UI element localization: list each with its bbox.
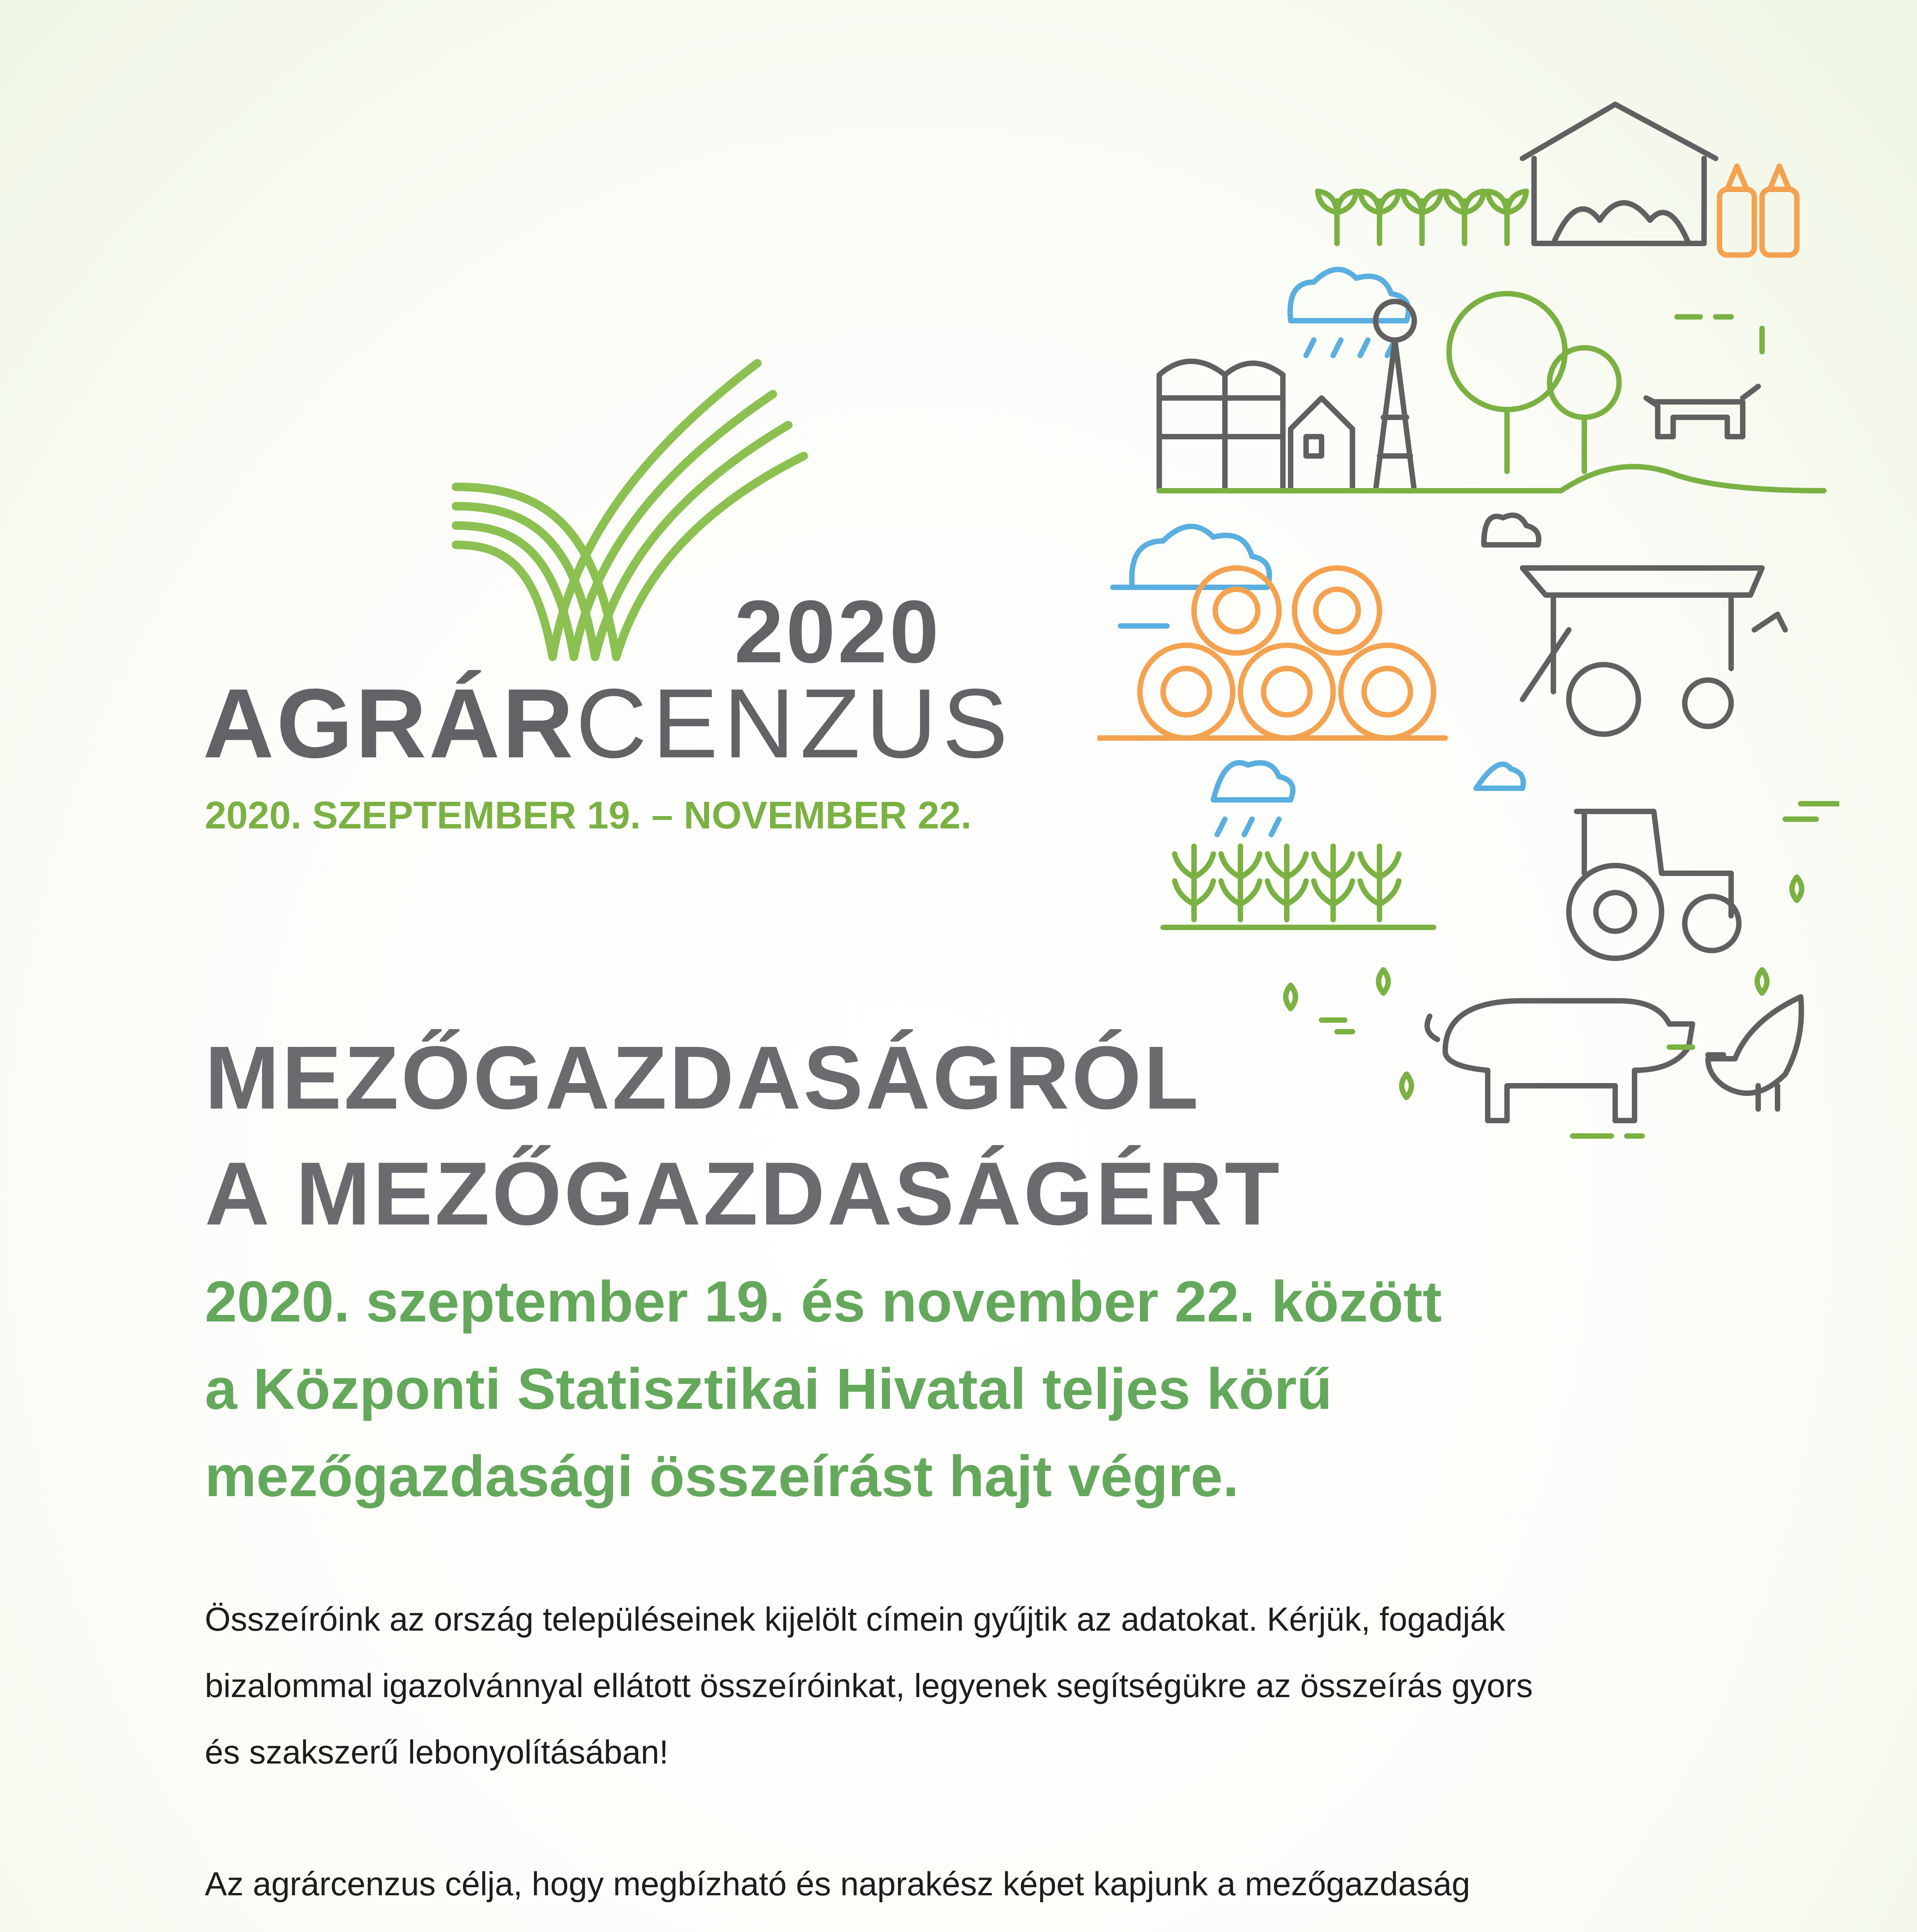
combine-harvester-icon [1484,515,1785,734]
paragraph-1-line-3: és szakszerű lebonyolításában! [205,1734,668,1771]
wheat-row-icon [1163,846,1434,927]
headline [205,1020,1282,1252]
logo-dates: 2020. SZEPTEMBER 19. – NOVEMBER 22. [205,794,972,837]
tractor-icon [1569,811,1739,958]
body-paragraph-1 [205,1586,1681,1786]
barn-icon [1522,104,1716,243]
windmill-icon [1376,301,1414,491]
silo-icon [1159,361,1283,491]
logo-wordmark [203,668,1014,779]
grain-sacks-icon [1720,166,1797,255]
paragraph-2-line-1: Az agrárcenzus célja, hogy megbízható és naprakész képet kapjunk a mezőgazdaság [205,1866,1470,1903]
subheadline-line-2: a Központi Statisztikai Hivatal teljes körű [205,1356,1332,1421]
subheadline-line-3: mezőgazdasági összeírást hajt végre. [205,1444,1239,1509]
headline-line-2: A MEZŐGAZDASÁGÉRT [205,1144,1282,1244]
subheadline [205,1258,1635,1520]
pig-icon [1427,1001,1692,1121]
logo-year: 2020 [734,582,941,681]
hen-icon [1708,997,1801,1109]
tree-icon [1449,294,1619,471]
farmhouse-icon [1291,398,1352,491]
headline-line-1: MEZŐGAZDASÁGRÓL [205,1028,1201,1128]
paragraph-1-line-2: bizalommal igazolvánnyal ellátott összeíróinkat, legyenek segítségükre az összeírás gyors [205,1667,1533,1704]
body-paragraph-2 [205,1851,1681,1932]
seedling-row-icon [1318,191,1526,243]
paragraph-1-line-1: Összeíróink az ország településeinek kijelölt címein gyűjtik az adatokat. Kérjük, fogadják [205,1601,1505,1638]
cow-icon [1646,386,1758,437]
logo-word-thin: CENZUS [575,668,1014,779]
paragraph-2-line-2 [205,1917,1681,1932]
rain-cloud-icon [1290,269,1408,355]
subheadline-line-1: 2020. szeptember 19. és november 22. között [205,1269,1442,1334]
logo-word-bold: AGRÁR [203,668,576,779]
hay-bales-icon [1097,568,1445,738]
